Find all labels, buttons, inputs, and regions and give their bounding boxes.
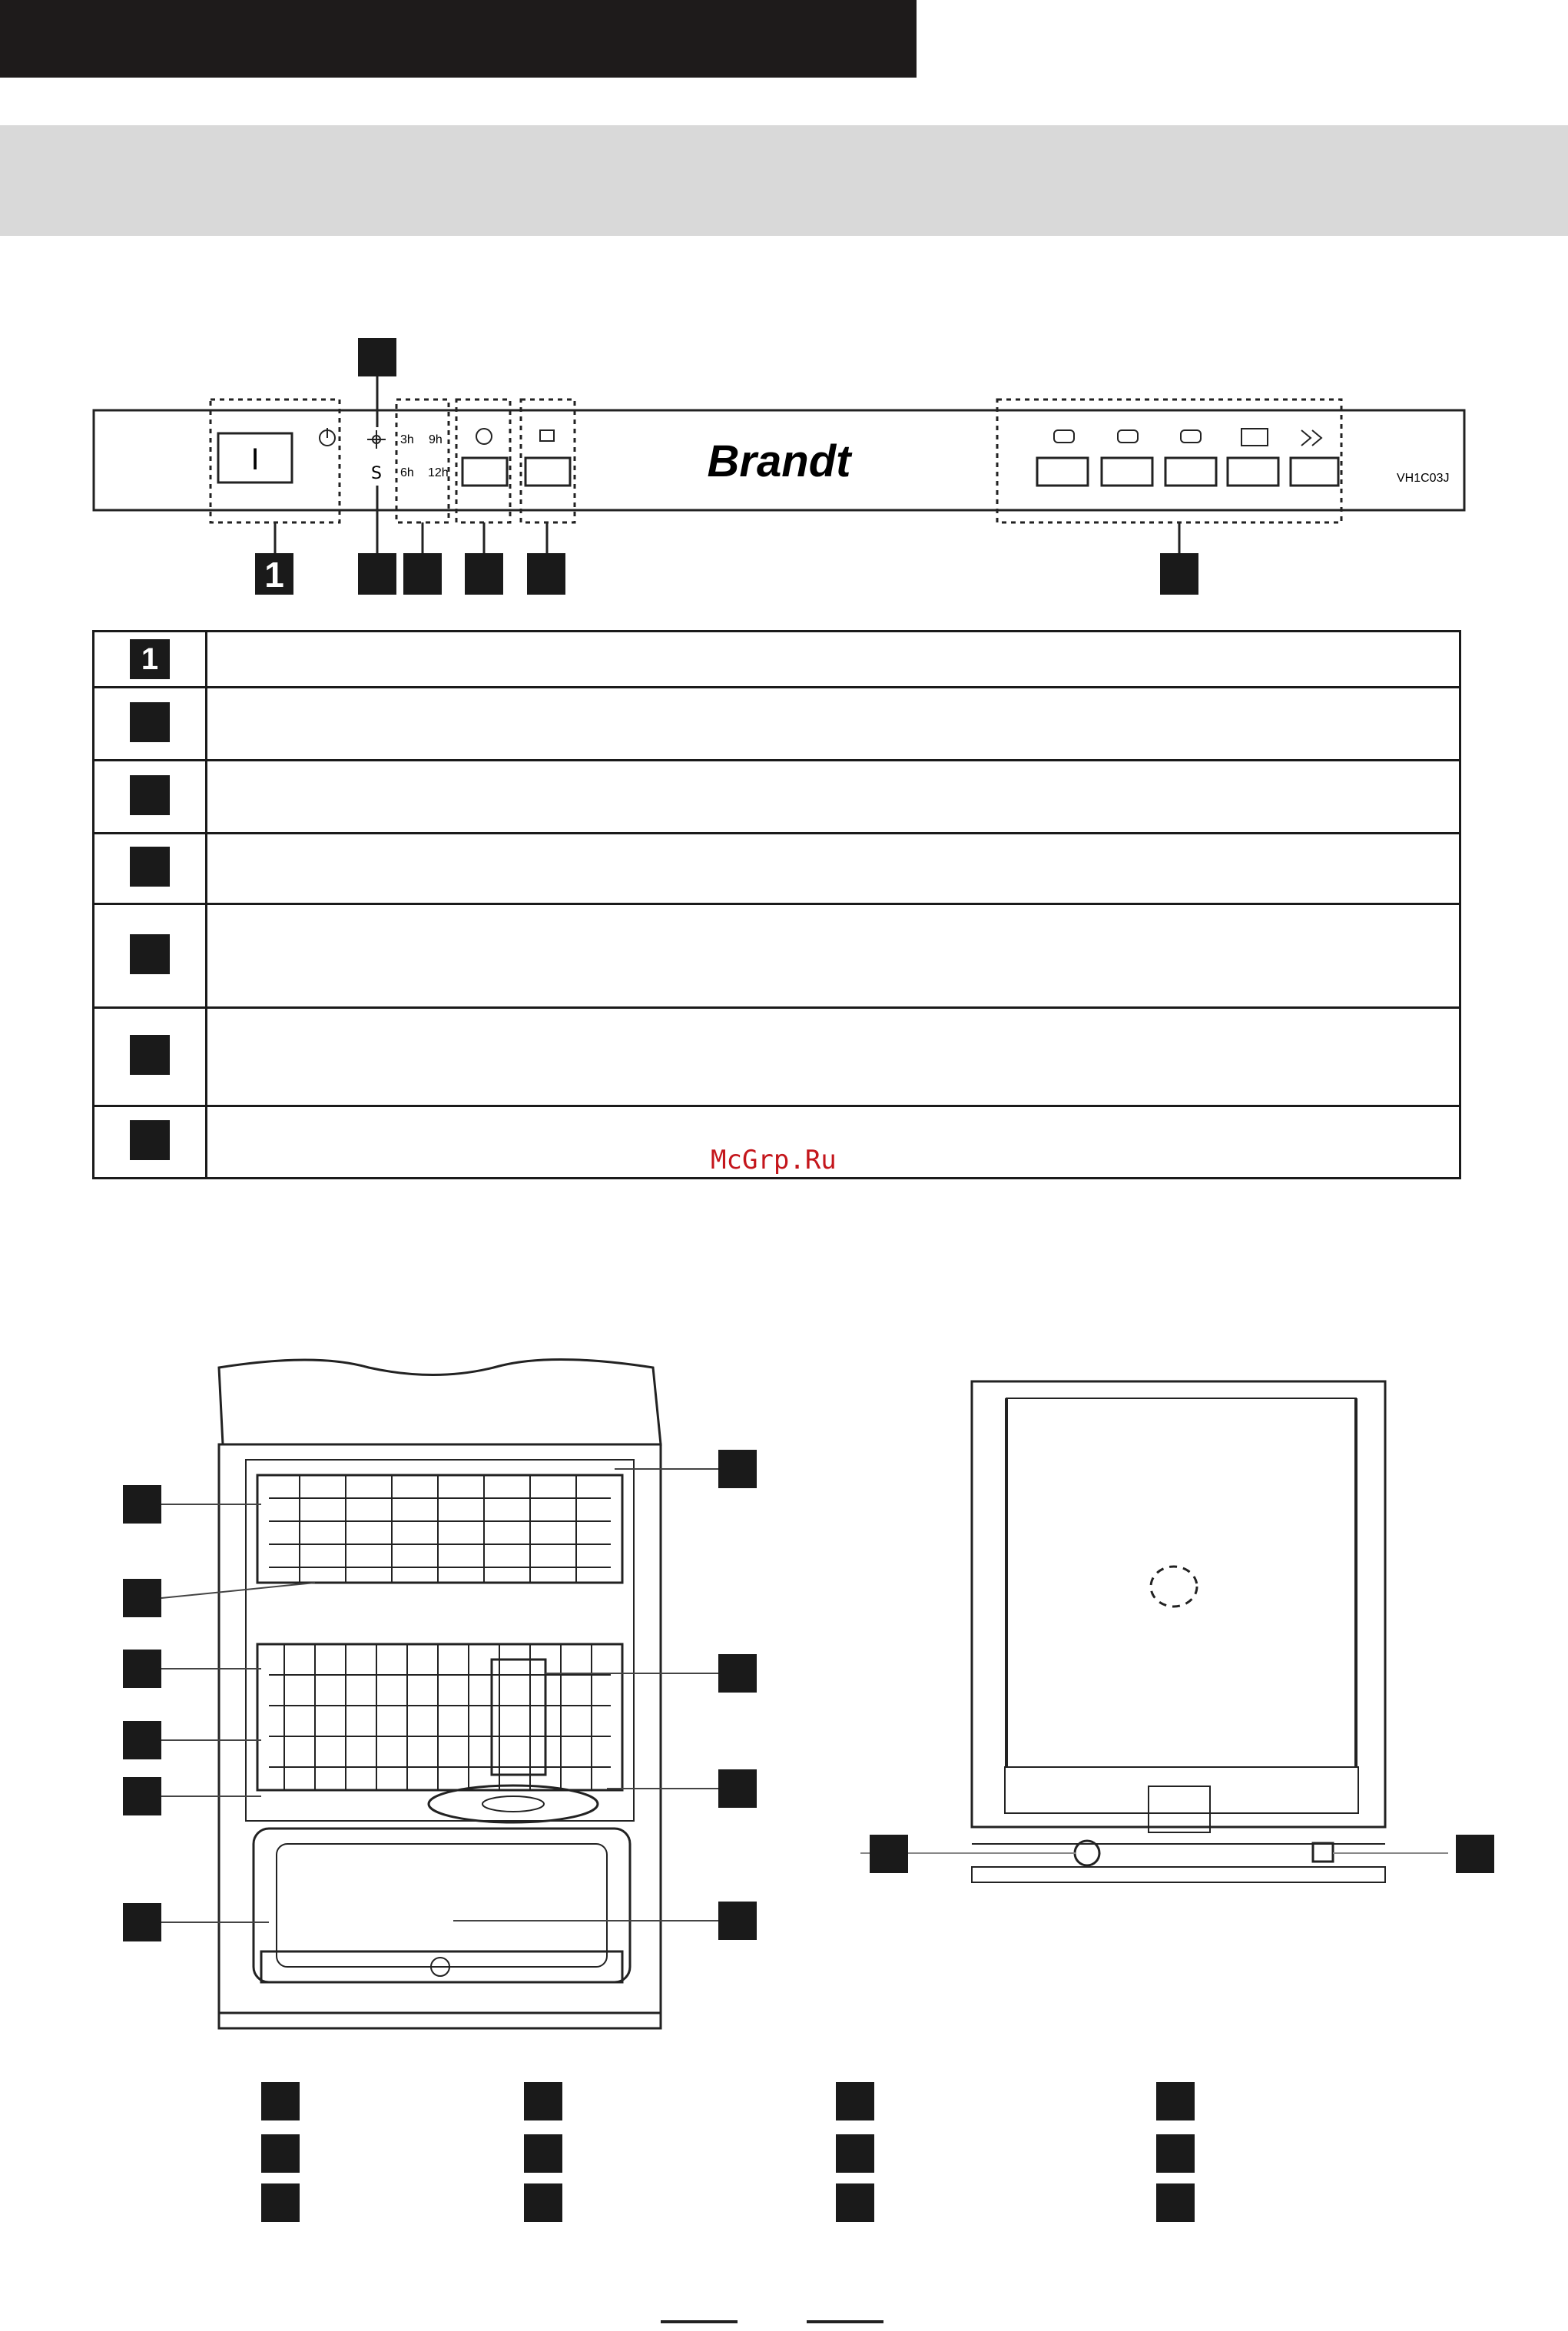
group-delay-outline bbox=[396, 400, 449, 522]
row-text bbox=[207, 1008, 1460, 1106]
quick-icon bbox=[1241, 429, 1268, 446]
control-panel-diagram bbox=[0, 323, 1568, 607]
callout-filter bbox=[718, 1769, 757, 1808]
callout-1-label: 1 bbox=[264, 555, 284, 595]
group-delay-button-outline bbox=[456, 400, 510, 522]
callout-salt bbox=[358, 553, 396, 595]
legend-badge bbox=[1156, 2082, 1195, 2120]
legend-badge bbox=[1156, 2183, 1195, 2222]
callout-detergent-dispenser bbox=[718, 1902, 757, 1940]
prewash-icon bbox=[1301, 430, 1311, 446]
callout-upper-basket bbox=[123, 1485, 161, 1524]
legend-badge bbox=[524, 2082, 562, 2120]
delay-label-9h: 9h bbox=[429, 433, 443, 446]
program-button-5 bbox=[1291, 458, 1338, 486]
salt-icon: S bbox=[371, 464, 382, 483]
header-bar bbox=[0, 0, 917, 78]
callout-rating-plate bbox=[123, 1903, 161, 1941]
row-badge bbox=[130, 1035, 170, 1075]
callout-delay-button bbox=[465, 553, 503, 595]
table-row bbox=[94, 632, 1460, 688]
row-badge bbox=[130, 775, 170, 815]
program-button-3 bbox=[1165, 458, 1216, 486]
row-badge bbox=[130, 702, 170, 742]
delay-clock-icon bbox=[476, 429, 492, 444]
legend-badge bbox=[836, 2082, 874, 2120]
legend-badge bbox=[1156, 2134, 1195, 2173]
page-footer-marks bbox=[645, 2313, 907, 2331]
controls-description-table bbox=[92, 630, 1461, 1179]
back-frame bbox=[972, 1381, 1385, 1827]
program-icons bbox=[1054, 429, 1321, 446]
table-row bbox=[94, 904, 1460, 1008]
callout-delay-display bbox=[403, 553, 442, 595]
drain-hose-outlet bbox=[1313, 1843, 1333, 1862]
callout-lower-spray-arm bbox=[123, 1721, 161, 1759]
intensive-icon bbox=[1054, 430, 1074, 443]
legend-badge bbox=[261, 2183, 300, 2222]
row-text bbox=[207, 688, 1460, 761]
row-text bbox=[207, 761, 1460, 834]
legend-badge bbox=[836, 2134, 874, 2173]
section-title-band bbox=[0, 125, 1568, 236]
callout-top bbox=[358, 338, 396, 376]
model-label: VH1C03J bbox=[1397, 472, 1450, 485]
row-text bbox=[207, 904, 1460, 1008]
table-row bbox=[94, 1008, 1460, 1106]
parts-legend bbox=[254, 2082, 1252, 2228]
callout-upper-spray-arm bbox=[123, 1579, 161, 1617]
rinse-aid-icon bbox=[367, 430, 386, 449]
callout-cup-shelf bbox=[718, 1450, 757, 1488]
row-badge bbox=[130, 1120, 170, 1160]
delay-button bbox=[462, 458, 507, 486]
legend-badge bbox=[836, 2183, 874, 2222]
callout-salt-container bbox=[123, 1777, 161, 1815]
row-text bbox=[207, 834, 1460, 904]
door bbox=[254, 1829, 630, 1982]
delay-label-12h: 12h bbox=[428, 466, 449, 479]
callout-half-load bbox=[527, 553, 565, 595]
table-row bbox=[94, 761, 1460, 834]
top-lid bbox=[219, 1359, 661, 1444]
brand-logo: Brandt bbox=[707, 436, 851, 486]
program-button-1 bbox=[1037, 458, 1088, 486]
group-display-outline bbox=[211, 400, 340, 522]
tub-body bbox=[219, 1444, 661, 2013]
table-row bbox=[94, 688, 1460, 761]
rear-opening bbox=[1151, 1567, 1197, 1606]
glass-icon bbox=[1181, 430, 1201, 443]
callout-programs bbox=[1160, 553, 1198, 595]
callout-lower-basket bbox=[123, 1650, 161, 1688]
dishwasher-front-diagram bbox=[115, 1352, 768, 2044]
program-button-4 bbox=[1228, 458, 1278, 486]
row-text bbox=[207, 632, 1460, 688]
half-load-icon bbox=[540, 430, 554, 441]
group-halfload-outline bbox=[521, 400, 575, 522]
legend-badge bbox=[524, 2183, 562, 2222]
program-button-2 bbox=[1102, 458, 1152, 486]
legend-badge bbox=[261, 2082, 300, 2120]
legend-badge bbox=[261, 2134, 300, 2173]
delay-label-6h: 6h bbox=[400, 466, 414, 479]
row-badge: 1 bbox=[130, 639, 170, 679]
delay-label-3h: 3h bbox=[400, 433, 414, 446]
dishwasher-back-diagram bbox=[860, 1368, 1513, 1982]
legend-badge bbox=[524, 2134, 562, 2173]
callout-cutlery-basket bbox=[718, 1654, 757, 1693]
callout-drain-outlet bbox=[1456, 1835, 1494, 1873]
table-row bbox=[94, 834, 1460, 904]
display-digit: I bbox=[250, 443, 260, 476]
watermark: McGrp.Ru bbox=[711, 1145, 837, 1175]
callout-water-inlet bbox=[870, 1835, 908, 1873]
half-load-button bbox=[525, 458, 570, 486]
eco-icon bbox=[1118, 430, 1138, 443]
row-badge bbox=[130, 934, 170, 974]
lower-basket bbox=[257, 1644, 622, 1790]
row-badge bbox=[130, 847, 170, 887]
